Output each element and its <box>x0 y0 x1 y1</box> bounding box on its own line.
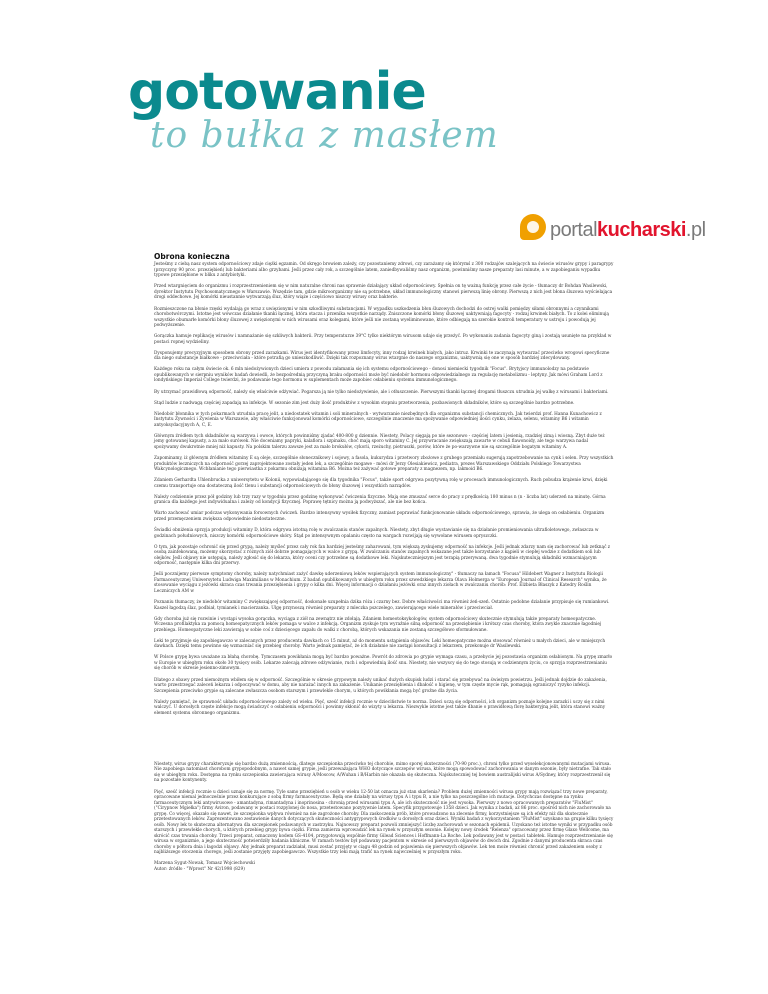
article-paragraph: Gorączka hamuje replikację wirusów i namnażanie się szkliwych bakterii. Przy temperaturze 39°C tylko niektórym wirusom udaje się przeżyć. Po wykonaniu zadania fagocyty giną i zostają usunięte na przykład w postaci ropnej wydzieliny. <box>154 334 612 345</box>
article-paragraph: Jeśli pocznijemy pierwsze symptomy choroby, należy natychmiast zażyć dawkę uderzeniową leków wspierających system immunologiczny" - tłumaczy na łamach "Focusa" Hildebert Wagner z Instytutu Biologii Farmaceutycznej Uniwersytetu Ludwiga Maximilians w Monachium. Z badań opublikowanych w ubiegłym roku przez szwedzkiego lekarza Olava Holmerga w "European Journal of Clinical Research" wynika, że stosowanie wyciągu z jeżówki skraca czas trwania przeziębienia i grypy o kilka dni. Więcej informacji o działaniu jeżówki oraz innych ziołach w zwalczaniu chorób: Prof. Elżbieta Błaszyk z Katedry Roślin Leczniczych AM w <box>154 572 607 594</box>
article-paragraph: Dlatego z obawy przed niemożnym wbiłem się w odporność. Szczególnie w okresie grypowym należy unikać dużych skupisk ludzi i starać się przebywać na świeżym powietrzu. Jeśli jednak dojdzie do zakażenia, warto przestrzegać zaleceń lekarza i odpoczywać w domu, aby nie narażać innych na zakażenie. Unikanie przeziębienia i dbałość o higienę, w tym częste mycie rąk, pomagają ograniczyć ryzyko infekcji. Szczepienia przeciwko grypie są zalecane zwłaszcza osobom starszym i przewlekle chorym, u których powikłania mogą być groźne dla życia. <box>154 677 607 694</box>
article-paragraph: Każdego roku na całym świecie ok. 6 mln niedożywionych dzieci umiera z powodu załamania się ich systemu odpornościowego - donosi niemiecki tygodnik "Focus". Brytyjscy immunolodzy na podstawie opublikowanych w sierpniu wyników badań dowiedli, że bezpośrednią przyczyną braku odporności może być niedobór hormonu odpowiedzialnego za regulację metabolizmu - leptyny. Jak mówi Graham Lord z londyńskiego Imperial College twierdzi, że podawanie tego hormonu w suplementach może zapobiec osłabieniu systemu immunologicznego. <box>154 367 603 384</box>
article-paragraph: Gdy choroba już się rozwinie i wystąpi wysoka gorączka, wyciąga z ziół na zewnątrz nie zdołają. Zdaniem homeotoksykologów, system odpornościowy skutecznie stymulują także preparaty homeopatyczne. Wczesna profilaktyka za pomocą homeopatycznych leków pomaga w walce z infekcją. Organizm zyskuje tym wyraźnie silną odporność na przeziębienie i krótszy czas choroby, która zwykle znacznie łagodniej przebiega. Homeopatyczne leki zawierają w sobie coś z dziecięcego zapału do walki z chorobą, których wskazania nie zostaną szczegółowo sformułowane. <box>154 616 602 633</box>
portal-brand: kucharski <box>597 219 686 241</box>
article-footer <box>154 762 614 872</box>
logo-main-text: gotowanie <box>128 62 426 122</box>
section-spacer <box>154 722 614 762</box>
article-paragraph: Zapominamy, iż głównym źródłem witaminy E są oleje, szczególnie słonecznikowy i sojowy, a fasola, kukurydza i przetwory zbożowe z grubego przemiału sugerują zapotrzebowanie na cynk i selen. Przy wszystkich produktów leczniczych na odporność gorzej zaprojektowane zostały jeden lek, a szczególnie mogawe - mówi dr Jerzy Olesiakiewicz, pediatra, prezes Warszawskiego Oddziału Polskiego Towarzystwa Wakcynologicznego. Wchłanianie tego pierwiastka z pokarmu obniżają witamina B6. Można też zażywać gotowe preparaty z magnezem, np. lakmoid B6. <box>154 456 614 473</box>
article-paragraph: Należy pamiętać, że sprawność układu odpornościowego zależy od wieku. Pięć, sześć infekcji rocznie w dzieciństwie to norma. Dzieci uczą się odporności, ich organizm poznaje kolejne zarazki i uczy się z nimi walczyć. U dorosłych częste infekcje mogą świadczyć o osłabieniu odporności i powinny skłonić do wizyty u lekarza. Niezwykle istotne jest także dbanie o prawidłową florę bakteryjną jelit, która stanowi ważny element systemu obronnego organizmu. <box>154 699 606 716</box>
article <box>154 252 614 872</box>
article-authors: Marzena Sygut-Nowak, Tomasz Wojciechowski <box>154 861 255 867</box>
article-source: Autor: źródło - "Wprost" Nr 42/1998 (829) <box>154 866 245 872</box>
portal-suffix: .pl <box>685 219 706 241</box>
article-paragraph: Pięć, sześć infekcji rocznie u dzieci uznaje się za normę. Tyle samo przeziębień u osób w wieku 12-50 lat oznacza już stan skarlenia? Problem dużej zmienności wirusa grypy mają rozwiązać trzy nowe preparaty, opracowane niemal jednocześnie przez konkurujące z sobą firmy farmaceutyczne. Będą one działały na wirusy typu A i typu B, a nie tylko na poszczególne ich mutacje. Dotychczas dostępne na rynku farmaceutycznym leki antywirusowe - amantadyna, rimantadyna i inoprinosina - chronią przed wirusami typu A, ale ich skuteczność nie jest wysoka. Pierwszy z nowo opracowanych preparatów "FluMist" ("Cirypnow Mgiełka") firmy Aviron, podawany w postaci rozpylonej do nosa, przetestowano pozytywnie latem. Specyfik przygotowuje 1358 dzieci. Jak wynika z badań, aż 86 proc. spośród nich nie zachorowało na grypę. Co więcej, okazało się nawet, że szczepionka wpływa również na nie zagrożone choroby. Dla zaskoczenia prób, które prowadzono na zlecenie firmy, korzystniejsze są ich efekty niż dla skutecznie przetestowanych leków. Zaprezentowano zestawienie danych dotyczących skuteczności antygrypowych środków u dorosłych oraz dzieci. Wyniki badań z wykorzystaniem "FluMist" uzyskano na grupie kilku tysięcy osób. Nowy lek to skuteczna alternatywa dla szczepionek podawanych w zastrzyku. Najnowszy preparat pozwoli zmniejszyć liczbę zachorowań w sezonach epidemii. Uzyskano też istotne wyniki w przypadku osób starszych i przewlekle chorych, u których przebieg grypy bywa ciężki. Firma zamierza wprowadzić lek na rynek w przyszłym sezonie. Kolejny nowy środek "Relenza" opracowany przez firmę Glaxo Wellcome, ma skrócić czas trwania choroby. Trzeci preparat, oznaczony kodem GS-4104, przygotowują wspólnie firmy Gilead Sciences i Hoffmann-La Roche. Lek podawany jest w postaci tabletek. Hamuje rozprzestrzenianie się wirusa w organizmie, a jego skuteczność potwierdziły badania kliniczne. W ramach testów był podawany pacjentom w okresie od pierwszych objawów do dwóch dni. Zgodnie z danymi producenta skraca czas choroby o półtora dnia i łagodzi objawy. Aby jednak preparat zadziałał, musi zostać przyjęty w ciągu 48 godzin od pojawienia się pierwszych objawów. Lek ten może również chronić przed zakażeniem osoby z najbliższego otoczenia chorego, jeśli zostanie przyjęty zapobiegawczo. Wszystkie trzy leki mają trafić na rynek najwcześniej w przyszłym roku. <box>154 789 614 856</box>
article-paragraph: Niedobór błonnika w tych pokarmach utrudnia pracę jelit, a niedostatek witamin i soli mineralnych - wytwarzanie niezbędnych dla organizmu substancji chemicznych. Jak twierdzi prof. Hanna Kunachowicz z Instytutu Żywności i Żywienia w Warszawie, aby właściwie funkcjonował komórki odpornościowe, szczególnie znaczenie ma spożywanie odpowiedniej ilości cynku, żelaza, selenu, witaminy B6 i witamin antyoksydacyjnych A, C, E. <box>154 411 602 428</box>
portal-kucharski-logo[interactable] <box>520 214 706 242</box>
logo-tagline: to bułka z masłem <box>150 115 499 156</box>
gotowanie-logo <box>128 62 499 156</box>
article-paragraph: Należy codziennie przez pół godziny lub trzy razy w tygodniu przez godzinę wykonywać ćwiczenia fizyczne. Mają one zmuszać serce do pracy z prędkością 180 minus n (n - liczba lat) uderzeń na minutę. Górna granica dla każdego jest indywidualna i zależy od kondycji fizycznej. Poprawę tętnicy można ją podwyższać, ale nie bez końca. <box>154 494 606 506</box>
article-paragraph: Dysponujemy precyzyjnym sposobem obrony przed zarazkami. Wirus jest identyfikowany przez limfocyty, inny rodzaj krwinek białych, jako intruz. Krwinki te zaczynają wytwarzać przeciwko wrogowi specyficzne dla niego substancje białkowe - przeciwciała - które potrafią go unieszkodliwić. Dzięki tak rozpoznany wirus wtargnie do naszego organizmu, uaktywnią się one w sposób bardziej zdecydowany. <box>154 350 610 362</box>
article-paragraph: Stąd ludzie z nadwagą częściej zapadają na infekcje. W sezonie zim jest duży ilość produktów z wysokim stopniu przetworzenia, pozbawionych składników, które są szczególnie bardzo potrzebne. <box>154 400 575 406</box>
article-paragraph: Zdaniem Gerhardta Uhlenbrucka z uniwersytetu w Kolonii, wypowiadającego się dla tygodnika "Focus", także sport odgrywa pozytywną rolę w procesach immunologicznych. Ruch pobudza krążenie krwi, dzięki czemu transportuje ona dostateczną ilość tlenu i substancji odpornościowych do błony śluzowej i wszystkich narządów. <box>154 478 608 489</box>
page-header <box>0 0 768 250</box>
article-paragraph: Głównym źródłem tych składników są warzywa i owoce, których powinniśmy zjadać 400-800 g dziennie. Niestety, Polacy sięgają po nie sezonowo - częściej latem i jesienią, rzadziej zimą i wiosną. Zbyt duże też jemy gotowanej kapusty, a za mało surówek. Nie doceniamy papryki, kalafiora i szpinaku, choć mają sporo witaminy C. Jej przywracanie zwiększają zawarte w cebuli flawonoidy, ale tego warzywa nadal spożywamy dwukrotnie mniej niż kapusty. Na polskim talerzu zawsze jest za mało brokułów, cykorii, rzeżuchy, pietruszki, porów, które że po-warzywne nie są szczególnie bogatym witaminy A. <box>154 433 605 450</box>
article-paragraph: Jesteśmy z ciebą nasz system odpornościowy zdaje ciężki egzamin. Od skręgo browiem zależy, czy pozostaniemy zdrowi, czy zarażamy się którymś z 300 rodzajów szalejących na świecie wirusów grypy i paragrypy (przyczyny 90 proc. przeziębień) lub bakteriami albo grzybami. Jeśli przez cały rok, a szczególnie latem, zaniedbywaliśmy nasz organizm, powinniśmy nasze preparaty lasi minute, a w zapobieganiu wypadku typowe przeziębione w bliku z antybiotyki. <box>154 262 614 279</box>
article-paragraph: Świadki obniżenia sprzyja produkcji witaminy D, która odgrywa istotną rolę w zwalczaniu stanów zapalnych. Niestety, zbyt długie wystawianie się na działanie promieniowania ultrafioletowego, zwłaszcza w godzinach południowych, niszczy komórki odpornościowe skóry. Stąd po intensywnym opalaniu często na wargach rozwijają się wywołane wirusem opryszczki. <box>154 528 599 539</box>
article-paragraph: By utrzymać prawidłową odporność, należy się właściwie odżywiać. Pogarsza ją nie tylko niedożywienie, ale i otłuszczenie. Pierwszymi tkanki łącznej drogami tłuszczu utrudnia jej walkę z wirusami i bakteriami. <box>154 389 609 395</box>
article-paragraph: Leki te przyjmuje się zapobiegawczo w zalecanych przez producenta dawkach co 15 minut, aż do momentu ustąpienia objawów. Leki homeopatyczne można stosować również u małych dzieci, ale w mniejszych dawkach. Dzięki temu powinno się wzmacniać się przebieg choroby. Warto jednak pamiętać, że ich działanie nie zastąpi konsultacji z lekarzem, przekonuje dr Wasilewski. <box>154 638 606 650</box>
article-paragraph: Warto zachować umiar podczas wykonywania forsownych ćwiczeń. Bardzo intensywny wysiłek fizyczny, zamiast poprawiać funkcjonowanie układu odpornościowego, sprawia, że ulega on osłabieniu. Organizm przed przemęczeniem zwiększa odpowiednie niedostateczne. <box>154 511 605 522</box>
chef-hat-icon <box>520 214 546 240</box>
article-paragraph: Przed wtargnięciem do organizmu i rozprzestrzenieniem się w nim naturalne chroni nas sprawnie działający układ odpornościowy. Spełnia on tę ważną funkcję przez całe życie - tłumaczy dr Bohdan Wasilewski, dyrektor Instytutu Psychosomatycznego w Warszawie. Wszędzie tam, gdzie mikroorganizmy nie są potrzebne, układ immunologiczny stanowi pierwszą linię obrony. Pierwszą z nich jest błona śluzowa wyścielająca drogi oddechowe. Jej komórki nieustannie wytwarzają śluz, który wiąże i częściowo niszczy wirusy oraz bakterie. <box>154 284 613 301</box>
portal-prefix: portal <box>550 219 598 241</box>
article-body <box>154 262 614 716</box>
article-paragraph: Poznaniu tłumaczy, że niedobór witaminy C zwiększającej odporność, doskonałe uzupełnia dzika róża i czarny bez. Dobre właściwości ma również żeń-szeń. Ostatnio podobne działanie przypisuje się rumiankowi. Kaszel łagodzą ślaz, podbiał, tymianek i macierzanka. Ulgę przynoszą również preparaty z mleczka pszczelego, zawierającego wiele minerałów i przeciwciał. <box>154 600 610 611</box>
article-paragraph: W Polsce grypę bywa uważane za błahą chorobę. Tymczasem powikłania mogą być bardzo poważne. Powrót do zdrowia po grypie wymaga czasu, a przebycie jej pozostawia organizm osłabionym. Na grypę zmarło w Europie w ubiegłym roku około 30 tysięcy osób. Lekarze zalecają zdrowe odżywianie, ruch i odpowiednią ilość snu. Niestety, nie wszyscy się do tego stosują w codziennym życiu, co sprzyja rozprzestrzenianiu się chorób w okresie jesienno-zimowym. <box>154 655 613 672</box>
article-paragraph: Rozmieszczone na błonie rzęski wydalają go wraz z uwięzionymi w nim szkodliwymi substancjami. W wypadku uszkodzenia błon śluzowych dochodzi do ostrej walki pomiędzy siłami obronnymi a czynnikami chorobotwórczymi. Istotne jest wówczas działanie tkanki łącznej, która otacza i przenika wszystkie narządy. Zniszczone komórki błony śluzowej uaktywniają fagocyty - rodzaj krwinek białych. To z kolei eliminują wszystkie obumarłe komórki błony śluzowej z uwięzionymi w nich wirusami oraz kolegami, które jeśli nie zostaną wyeliminowane, które odbiegają na szerokie kontroli temperatury w ustroju i powodują jej podwyższenie. <box>154 306 609 329</box>
article-title: Obrona konieczna <box>154 252 230 261</box>
article-paragraph: O tym, jak pozostaje ochronić się przed grypą, należy myśleć przez cały rok fan bardziej jesteśmy zaharowani, tym większą zyskujemy odporność na infekcje. Jeśli jednak zdarzy nam się zachorować lub zetknąć z osobą zainfekowaną, możemy skorzystać z różnych ziół dobrze pomagających w walce z grypą. W zwalczaniu stanów zapalnych wskazane jest także korzystanie z kąpieli w ciepłej wodzie z dodatkiem soli lub olejków. Jeśli objawy nie ustępują, należy zgłosić się do lekarza, który oceni czy potrzebne są dodatkowe leki. Najskuteczniejszym jest terapią przerywaną. dwa tygodnie stymulują składniki wzmacniającym odporność, następnie kilka dni przerwy. <box>154 544 611 567</box>
article-paragraph: Niestety, wirus grypy charakteryzuje się bardzo dużą zmiennością, dlatego szczepionka przeciwko tej chorobie, mimo sporej skuteczności (70-90 proc.), chroni tylko przed wyselekcjonowanymi mutacjami wirusa. Nie zapobiega natomiast chorobom grypopodobnym, a nawet samej grypie, jeśli przeważająca WHO dotyczące szczepów wirusa, które mogą spowodować zachorowania w danym sezonie, były nietrafne. Tak stało się w ubiegłym roku. Dostępna na rynku szczepionka zawierająca wirusy A/Moscow, A/Wuhan i B/Harbin nie okazała się skuteczna. Najskuteczniej tej bowiem australijski wirus A/Sydney, który rozprzestrzenił się na pozostałe kontynenty. <box>154 761 612 784</box>
